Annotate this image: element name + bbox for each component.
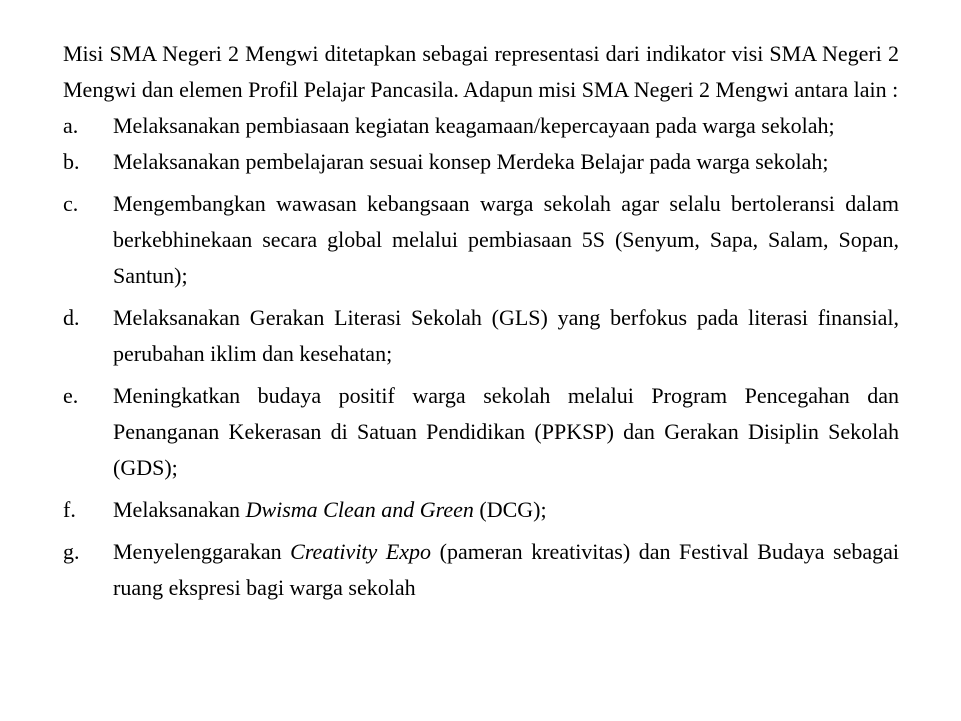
list-marker: e. bbox=[63, 383, 79, 408]
list-item-text-before: Menyelenggarakan bbox=[113, 539, 291, 564]
list-item-c bbox=[63, 186, 899, 294]
list-item-d bbox=[63, 300, 899, 372]
list-item-text: Meningkatkan budaya positif warga sekolah melalui Program Pencegahan dan Penanganan Kekerasan di Satuan Pendidikan (PPKSP) dan Gerakan Disiplin Sekolah (GDS); bbox=[113, 383, 899, 480]
list-marker: d. bbox=[63, 305, 80, 330]
list-item-text bbox=[113, 492, 899, 528]
list-item-text-after: (DCG); bbox=[473, 497, 547, 522]
list-item-a bbox=[63, 108, 899, 144]
list-item-text-italic: Dwisma Clean and Green bbox=[245, 497, 474, 522]
document-page bbox=[63, 36, 899, 606]
mission-list bbox=[63, 108, 899, 606]
list-item-text: Melaksanakan pembelajaran sesuai konsep Merdeka Belajar pada warga sekolah; bbox=[113, 149, 829, 174]
list-marker: b. bbox=[63, 149, 80, 174]
list-marker: f. bbox=[63, 497, 76, 522]
list-marker: a. bbox=[63, 113, 79, 138]
list-item-text-after: (pameran kreativitas) dan Festival Budaya sebagai ruang ekspresi bagi warga sekolah bbox=[113, 539, 899, 600]
list-item-text: Mengembangkan wawasan kebangsaan warga sekolah agar selalu bertoleransi dalam berkebhinekaan secara global melalui pembiasaan 5S (Senyum, Sapa, Salam, Sopan, Santun); bbox=[113, 191, 899, 288]
list-marker: g. bbox=[63, 539, 80, 564]
list-item-e bbox=[63, 378, 899, 486]
list-item-text bbox=[113, 534, 899, 606]
list-item-f bbox=[63, 492, 899, 528]
list-item-text: Melaksanakan Gerakan Literasi Sekolah (GLS) yang berfokus pada literasi finansial, perubahan iklim dan kesehatan; bbox=[113, 305, 899, 366]
list-item-b bbox=[63, 144, 899, 180]
intro-paragraph: Misi SMA Negeri 2 Mengwi ditetapkan sebagai representasi dari indikator visi SMA Negeri 2 Mengwi dan elemen Profil Pelajar Pancasila. Adapun misi SMA Negeri 2 Mengwi antara lain : bbox=[63, 41, 899, 102]
list-item-text: Melaksanakan pembiasaan kegiatan keagamaan/kepercayaan pada warga sekolah; bbox=[113, 113, 835, 138]
list-item-g bbox=[63, 534, 899, 606]
list-item-text-before: Melaksanakan bbox=[113, 497, 246, 522]
list-marker: c. bbox=[63, 191, 79, 216]
list-item-text-italic: Creativity Expo bbox=[290, 539, 432, 564]
